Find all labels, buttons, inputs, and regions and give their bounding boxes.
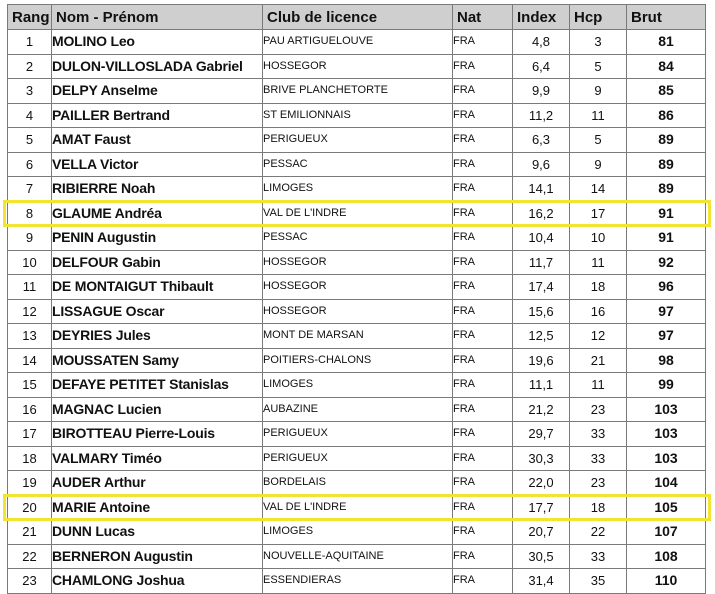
- cell-club: LIMOGES: [263, 520, 453, 545]
- cell-club: BORDELAIS: [263, 471, 453, 496]
- table-row: [8, 569, 706, 594]
- cell-club: PESSAC: [263, 152, 453, 177]
- cell-nom: BIROTTEAU Pierre-Louis: [52, 422, 263, 447]
- cell-brut: 103: [627, 422, 706, 447]
- cell-rang: 6: [8, 152, 52, 177]
- table-row: [8, 201, 706, 226]
- table-header: [8, 5, 706, 30]
- table-row: [8, 152, 706, 177]
- cell-hcp: 33: [570, 422, 627, 447]
- cell-nat: FRA: [453, 226, 513, 251]
- table-row: [8, 397, 706, 422]
- cell-rang: 14: [8, 348, 52, 373]
- cell-nat: FRA: [453, 495, 513, 520]
- cell-nom: LISSAGUE Oscar: [52, 299, 263, 324]
- cell-index: 19,6: [513, 348, 570, 373]
- cell-club: LIMOGES: [263, 373, 453, 398]
- cell-nom: VELLA Victor: [52, 152, 263, 177]
- cell-hcp: 9: [570, 152, 627, 177]
- cell-brut: 89: [627, 152, 706, 177]
- cell-brut: 103: [627, 397, 706, 422]
- cell-brut: 103: [627, 446, 706, 471]
- cell-rang: 22: [8, 544, 52, 569]
- cell-hcp: 14: [570, 177, 627, 202]
- cell-index: 11,7: [513, 250, 570, 275]
- cell-rang: 21: [8, 520, 52, 545]
- cell-brut: 107: [627, 520, 706, 545]
- cell-rang: 13: [8, 324, 52, 349]
- cell-brut: 104: [627, 471, 706, 496]
- cell-club: MONT DE MARSAN: [263, 324, 453, 349]
- cell-nom: CHAMLONG Joshua: [52, 569, 263, 594]
- cell-nom: DELPY Anselme: [52, 79, 263, 104]
- header-brut: Brut: [627, 5, 706, 30]
- cell-nom: BERNERON Augustin: [52, 544, 263, 569]
- cell-rang: 20: [8, 495, 52, 520]
- cell-club: PESSAC: [263, 226, 453, 251]
- cell-rang: 7: [8, 177, 52, 202]
- cell-hcp: 18: [570, 275, 627, 300]
- cell-brut: 105: [627, 495, 706, 520]
- cell-hcp: 23: [570, 397, 627, 422]
- cell-nom: DUNN Lucas: [52, 520, 263, 545]
- cell-club: VAL DE L'INDRE: [263, 201, 453, 226]
- cell-club: AUBAZINE: [263, 397, 453, 422]
- cell-nat: FRA: [453, 103, 513, 128]
- cell-index: 20,7: [513, 520, 570, 545]
- table-row: [8, 446, 706, 471]
- cell-brut: 89: [627, 128, 706, 153]
- cell-hcp: 10: [570, 226, 627, 251]
- cell-index: 14,1: [513, 177, 570, 202]
- cell-brut: 99: [627, 373, 706, 398]
- cell-brut: 108: [627, 544, 706, 569]
- table-row: [8, 226, 706, 251]
- cell-index: 16,2: [513, 201, 570, 226]
- table-row: [8, 348, 706, 373]
- cell-nat: FRA: [453, 79, 513, 104]
- cell-index: 30,5: [513, 544, 570, 569]
- cell-brut: 85: [627, 79, 706, 104]
- cell-nat: FRA: [453, 348, 513, 373]
- cell-rang: 11: [8, 275, 52, 300]
- cell-club: BRIVE PLANCHETORTE: [263, 79, 453, 104]
- cell-brut: 86: [627, 103, 706, 128]
- cell-nom: DULON-VILLOSLADA Gabriel: [52, 54, 263, 79]
- cell-brut: 81: [627, 30, 706, 55]
- cell-index: 4,8: [513, 30, 570, 55]
- cell-nom: MARIE Antoine: [52, 495, 263, 520]
- cell-hcp: 9: [570, 79, 627, 104]
- cell-club: ESSENDIERAS: [263, 569, 453, 594]
- cell-nat: FRA: [453, 446, 513, 471]
- cell-nat: FRA: [453, 30, 513, 55]
- cell-nom: PAILLER Bertrand: [52, 103, 263, 128]
- cell-rang: 12: [8, 299, 52, 324]
- cell-nat: FRA: [453, 544, 513, 569]
- cell-rang: 16: [8, 397, 52, 422]
- cell-nom: AUDER Arthur: [52, 471, 263, 496]
- cell-rang: 8: [8, 201, 52, 226]
- cell-rang: 23: [8, 569, 52, 594]
- cell-brut: 96: [627, 275, 706, 300]
- table-row: [8, 103, 706, 128]
- header-hcp: Hcp: [570, 5, 627, 30]
- cell-rang: 3: [8, 79, 52, 104]
- table-body: [8, 30, 706, 594]
- results-table: [7, 4, 706, 594]
- cell-index: 9,6: [513, 152, 570, 177]
- cell-nom: MOLINO Leo: [52, 30, 263, 55]
- cell-rang: 18: [8, 446, 52, 471]
- cell-club: PERIGUEUX: [263, 422, 453, 447]
- table-row: [8, 177, 706, 202]
- header-index: Index: [513, 5, 570, 30]
- header-nat: Nat: [453, 5, 513, 30]
- cell-rang: 1: [8, 30, 52, 55]
- cell-nom: MOUSSATEN Samy: [52, 348, 263, 373]
- cell-hcp: 18: [570, 495, 627, 520]
- cell-index: 11,2: [513, 103, 570, 128]
- cell-hcp: 23: [570, 471, 627, 496]
- cell-nom: AMAT Faust: [52, 128, 263, 153]
- cell-index: 12,5: [513, 324, 570, 349]
- cell-rang: 17: [8, 422, 52, 447]
- header-club: Club de licence: [263, 5, 453, 30]
- cell-nom: DEFAYE PETITET Stanislas: [52, 373, 263, 398]
- cell-index: 31,4: [513, 569, 570, 594]
- cell-club: PERIGUEUX: [263, 446, 453, 471]
- cell-club: LIMOGES: [263, 177, 453, 202]
- table-row: [8, 250, 706, 275]
- cell-hcp: 3: [570, 30, 627, 55]
- cell-hcp: 17: [570, 201, 627, 226]
- cell-brut: 92: [627, 250, 706, 275]
- header-nom: Nom - Prénom: [52, 5, 263, 30]
- cell-brut: 91: [627, 201, 706, 226]
- table-row: [8, 299, 706, 324]
- cell-index: 10,4: [513, 226, 570, 251]
- cell-index: 17,7: [513, 495, 570, 520]
- cell-nom: VALMARY Timéo: [52, 446, 263, 471]
- cell-nat: FRA: [453, 324, 513, 349]
- cell-index: 29,7: [513, 422, 570, 447]
- cell-hcp: 33: [570, 446, 627, 471]
- cell-nat: FRA: [453, 569, 513, 594]
- cell-brut: 97: [627, 324, 706, 349]
- table-row: [8, 79, 706, 104]
- table-row: [8, 422, 706, 447]
- cell-nom: GLAUME Andréa: [52, 201, 263, 226]
- cell-index: 30,3: [513, 446, 570, 471]
- cell-index: 11,1: [513, 373, 570, 398]
- cell-nom: DELFOUR Gabin: [52, 250, 263, 275]
- cell-nat: FRA: [453, 373, 513, 398]
- cell-hcp: 16: [570, 299, 627, 324]
- cell-hcp: 5: [570, 128, 627, 153]
- cell-rang: 9: [8, 226, 52, 251]
- cell-club: ST EMILIONNAIS: [263, 103, 453, 128]
- cell-brut: 89: [627, 177, 706, 202]
- table-row: [8, 544, 706, 569]
- cell-hcp: 33: [570, 544, 627, 569]
- cell-nom: MAGNAC Lucien: [52, 397, 263, 422]
- table-row: [8, 54, 706, 79]
- cell-brut: 110: [627, 569, 706, 594]
- cell-nom: DE MONTAIGUT Thibault: [52, 275, 263, 300]
- cell-rang: 19: [8, 471, 52, 496]
- cell-hcp: 5: [570, 54, 627, 79]
- cell-nom: RIBIERRE Noah: [52, 177, 263, 202]
- cell-rang: 4: [8, 103, 52, 128]
- table-row: [8, 520, 706, 545]
- header-row: [8, 5, 706, 30]
- cell-brut: 91: [627, 226, 706, 251]
- table-row: [8, 30, 706, 55]
- cell-nat: FRA: [453, 128, 513, 153]
- table-row: [8, 275, 706, 300]
- cell-hcp: 22: [570, 520, 627, 545]
- cell-nat: FRA: [453, 397, 513, 422]
- cell-nat: FRA: [453, 299, 513, 324]
- cell-club: HOSSEGOR: [263, 275, 453, 300]
- cell-club: POITIERS-CHALONS: [263, 348, 453, 373]
- cell-index: 6,4: [513, 54, 570, 79]
- cell-index: 6,3: [513, 128, 570, 153]
- table-row: [8, 495, 706, 520]
- cell-brut: 98: [627, 348, 706, 373]
- cell-nat: FRA: [453, 422, 513, 447]
- cell-club: HOSSEGOR: [263, 299, 453, 324]
- cell-club: HOSSEGOR: [263, 250, 453, 275]
- cell-nat: FRA: [453, 54, 513, 79]
- cell-club: HOSSEGOR: [263, 54, 453, 79]
- cell-index: 17,4: [513, 275, 570, 300]
- table-row: [8, 128, 706, 153]
- cell-nom: DEYRIES Jules: [52, 324, 263, 349]
- table-row: [8, 373, 706, 398]
- cell-brut: 97: [627, 299, 706, 324]
- cell-index: 22,0: [513, 471, 570, 496]
- cell-hcp: 12: [570, 324, 627, 349]
- cell-nat: FRA: [453, 250, 513, 275]
- cell-nat: FRA: [453, 201, 513, 226]
- cell-club: VAL DE L'INDRE: [263, 495, 453, 520]
- cell-nat: FRA: [453, 471, 513, 496]
- cell-hcp: 11: [570, 250, 627, 275]
- cell-index: 9,9: [513, 79, 570, 104]
- cell-hcp: 11: [570, 103, 627, 128]
- cell-brut: 84: [627, 54, 706, 79]
- cell-hcp: 21: [570, 348, 627, 373]
- cell-nom: PENIN Augustin: [52, 226, 263, 251]
- cell-club: PAU ARTIGUELOUVE: [263, 30, 453, 55]
- header-rang: Rang: [8, 5, 52, 30]
- cell-nat: FRA: [453, 177, 513, 202]
- cell-hcp: 11: [570, 373, 627, 398]
- cell-hcp: 35: [570, 569, 627, 594]
- cell-rang: 5: [8, 128, 52, 153]
- cell-rang: 2: [8, 54, 52, 79]
- cell-index: 15,6: [513, 299, 570, 324]
- cell-club: NOUVELLE-AQUITAINE: [263, 544, 453, 569]
- table-row: [8, 324, 706, 349]
- cell-nat: FRA: [453, 275, 513, 300]
- cell-index: 21,2: [513, 397, 570, 422]
- table-row: [8, 471, 706, 496]
- cell-rang: 10: [8, 250, 52, 275]
- cell-club: PERIGUEUX: [263, 128, 453, 153]
- cell-nat: FRA: [453, 152, 513, 177]
- cell-nat: FRA: [453, 520, 513, 545]
- cell-rang: 15: [8, 373, 52, 398]
